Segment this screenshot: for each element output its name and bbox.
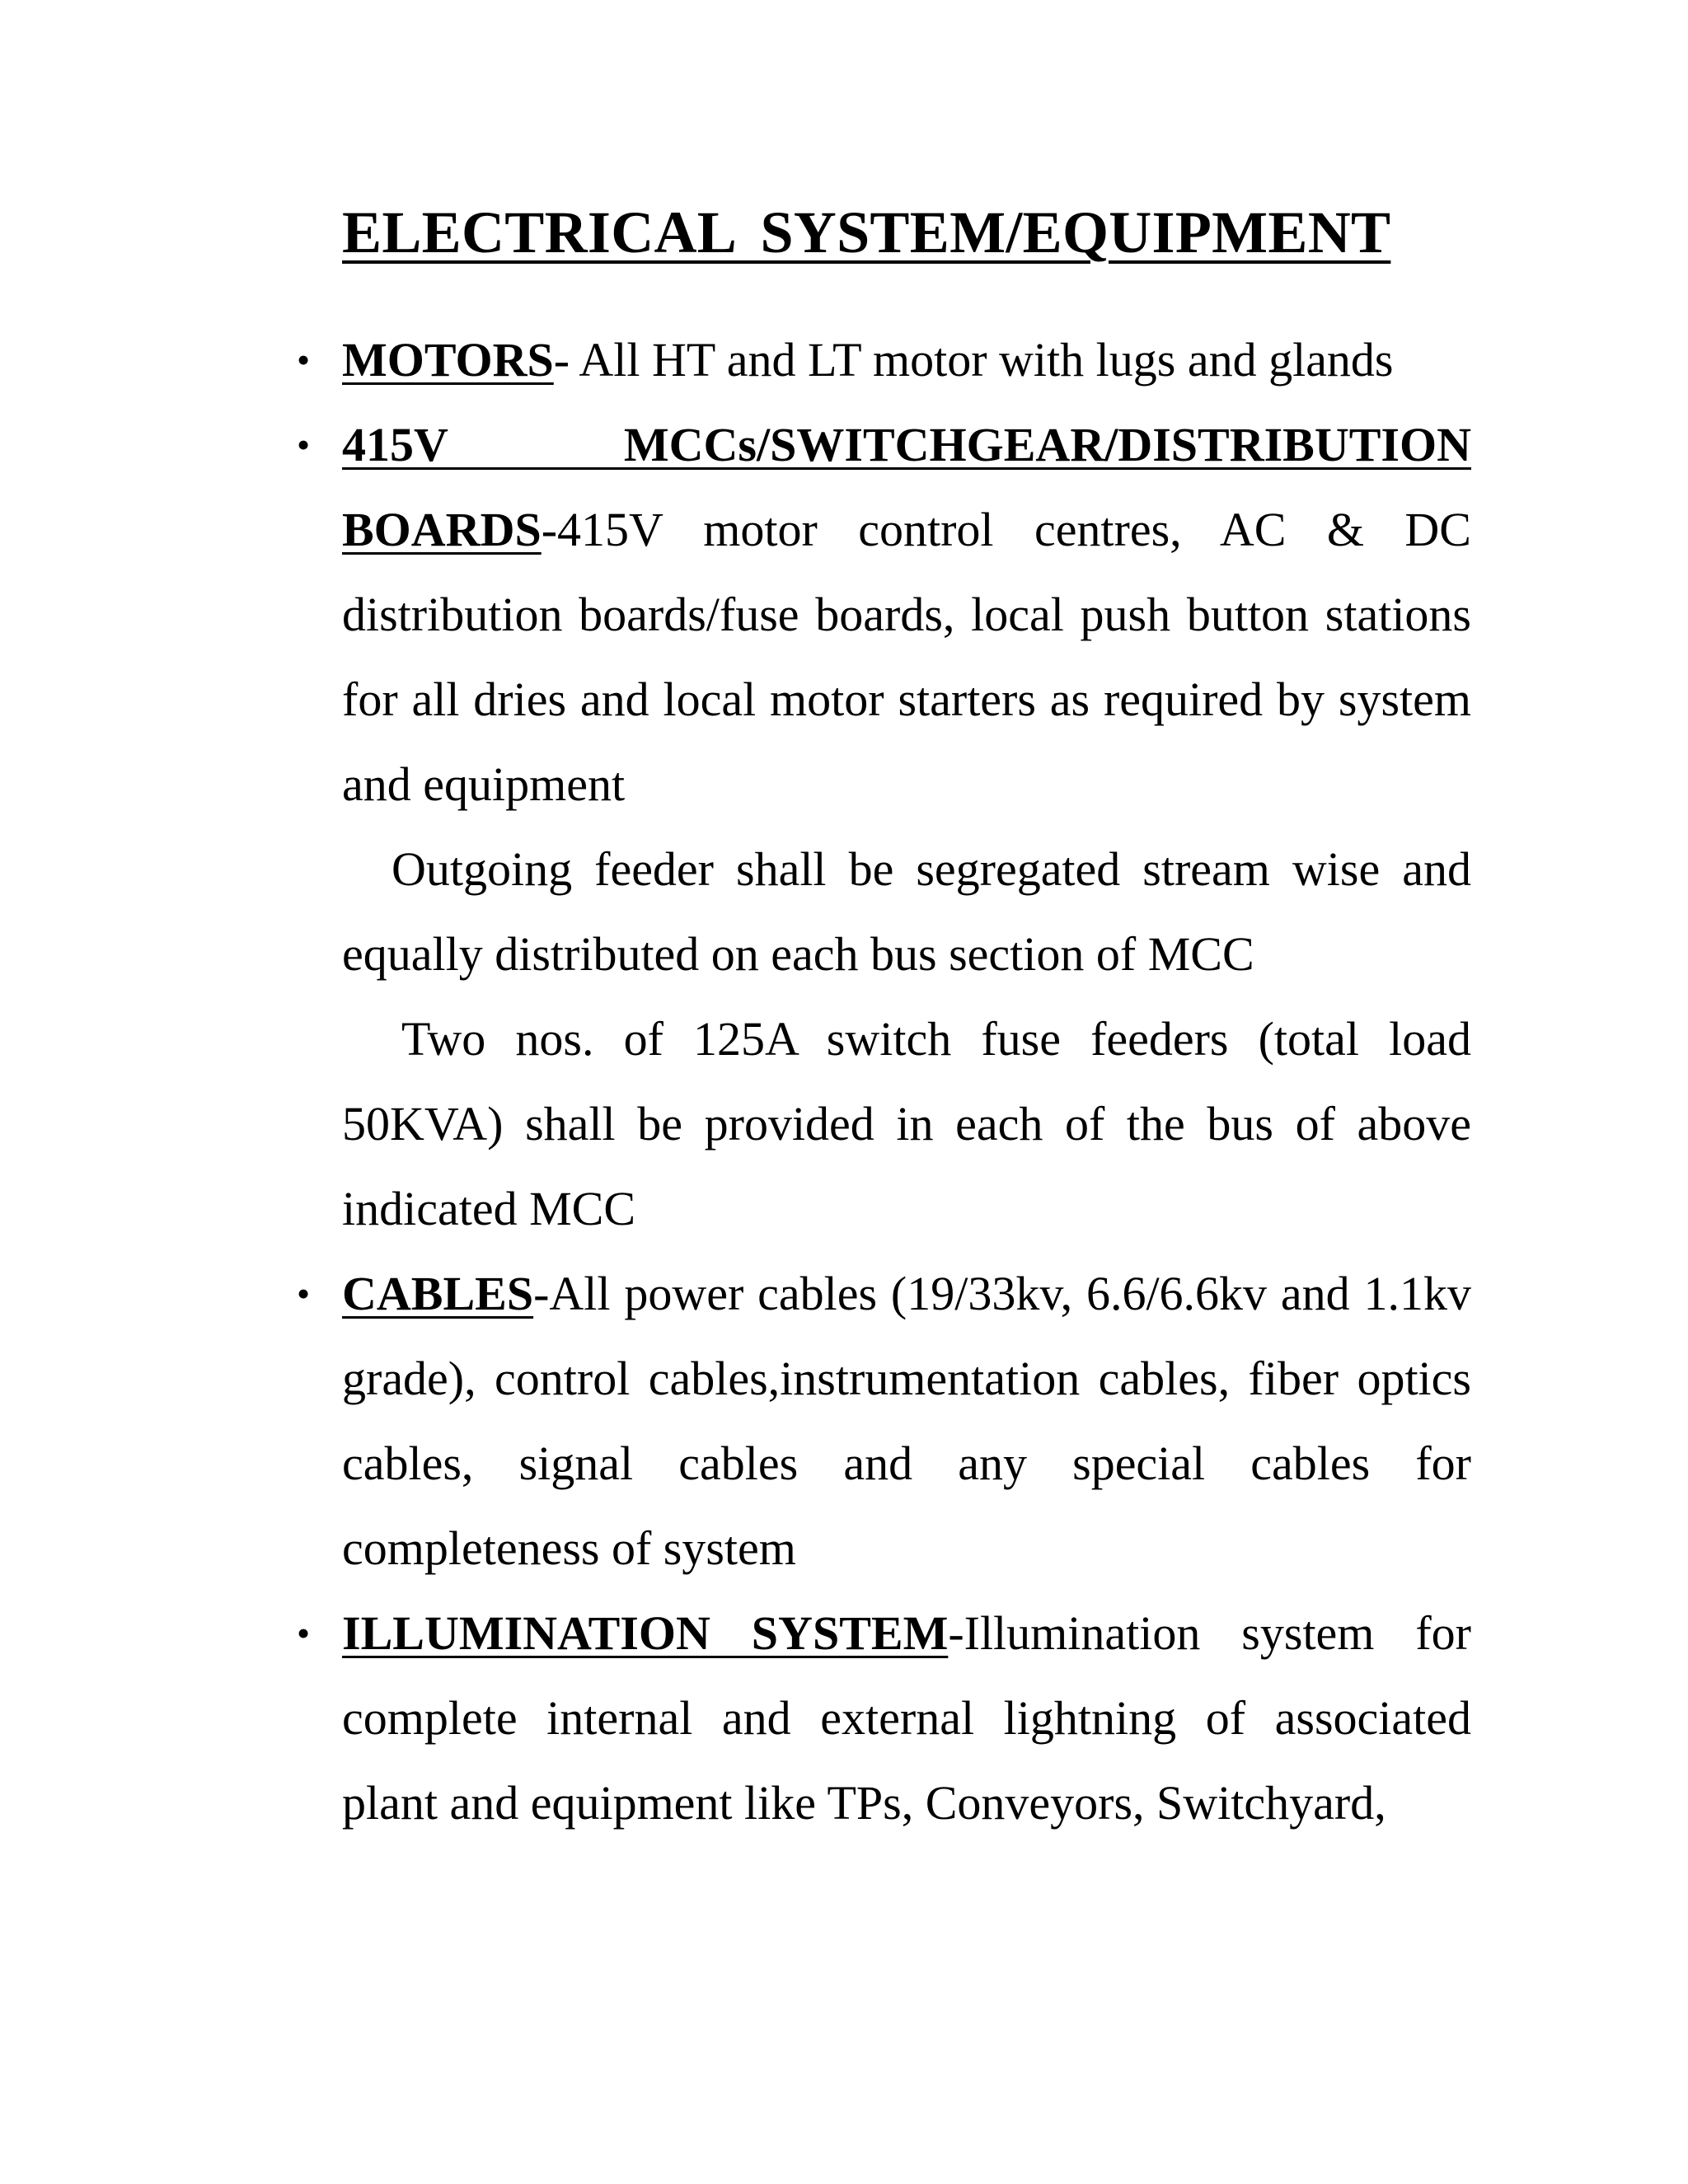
- item-text: -415V motor control centres, AC & DC distribution boards/fuse boards, local push button stations for all dries and local motor starters as required by system and equipment: [342, 503, 1471, 811]
- bullet-icon: •: [297, 339, 311, 381]
- item-text: -Illumination system for complete internal and external lightning of associated plant and equipment like TPs, Conveyors, Switchyard,: [342, 1606, 1471, 1830]
- bullet-icon: •: [297, 1272, 311, 1315]
- item-heading: MOTORS: [342, 333, 554, 387]
- item-text: -All power cables (19/33kv, 6.6/6.6kv and 1.1kv grade), control cables,instrumentation cables, fiber optics cables, signal cables and any special cables for completeness of system: [342, 1267, 1471, 1575]
- item-text: - All HT and LT motor with lugs and glands: [553, 333, 1394, 387]
- item-paragraph-outgoing-feeder: Outgoing feeder shall be segregated stream wise and equally distributed on each bus section of MCC: [342, 842, 1471, 981]
- bullet-icon: •: [297, 424, 311, 466]
- page-title: ELECTRICAL SYSTEM/EQUIPMENT: [342, 199, 1391, 265]
- list-item-cables: [297, 1251, 1471, 1591]
- bullet-icon: •: [297, 1612, 311, 1654]
- item-heading-continued: BOARDS: [342, 503, 542, 556]
- list-item-motors: [297, 317, 1471, 402]
- list-item-mcc-switchgear: [297, 402, 1471, 1251]
- item-heading: 415V MCCs/SWITCHGEAR/DISTRIBUTION: [342, 418, 1471, 471]
- equipment-list: [297, 317, 1471, 1845]
- item-paragraph-switch-fuse-feeders: Two nos. of 125A switch fuse feeders (total load 50KVA) shall be provided in each of the bus of above indicated MCC: [342, 1012, 1471, 1235]
- item-heading: CABLES: [342, 1267, 534, 1320]
- item-heading: ILLUMINATION SYSTEM: [342, 1606, 949, 1660]
- list-item-illumination-system: [297, 1591, 1471, 1845]
